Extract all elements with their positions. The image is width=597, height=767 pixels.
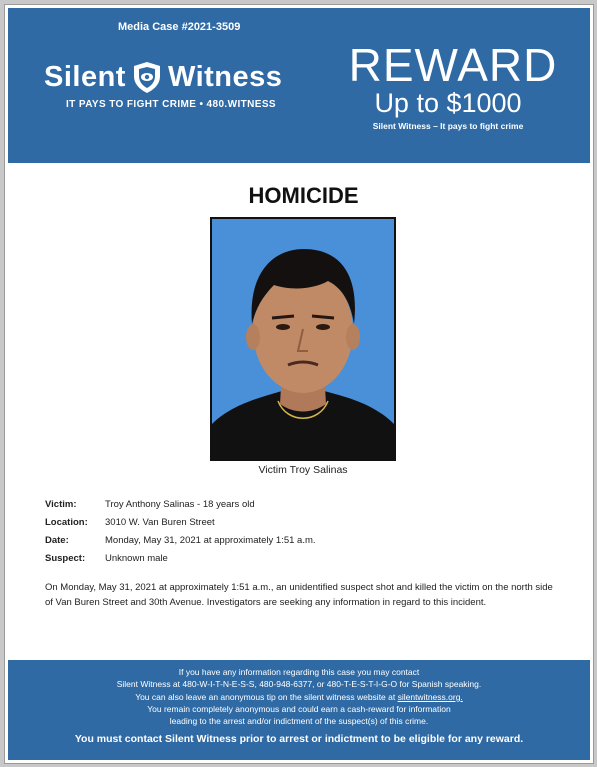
flyer-sheet	[4, 4, 594, 764]
footer-line-5: leading to the arrest and/or indictment of the suspect(s) of this crime.	[169, 716, 429, 727]
media-case-number: Media Case #2021-3509	[118, 21, 241, 33]
photo-caption: Victim Troy Salinas	[258, 464, 348, 476]
detail-row-suspect	[45, 549, 316, 567]
detail-row-location	[45, 513, 316, 531]
shield-eye-icon	[132, 60, 162, 94]
victim-value: Troy Anthony Salinas - 18 years old	[105, 498, 255, 510]
detail-row-date	[45, 531, 316, 549]
detail-row-victim	[45, 495, 316, 513]
location-label: Location:	[45, 516, 88, 528]
case-narrative: On Monday, May 31, 2021 at approximately 1:51 a.m., an unidentified suspect shot and killed the victim on the north side of Van Buren Street and 30th Avenue. Investigators are seeking any information in regard to this incident.	[45, 582, 553, 608]
suspect-value: Unknown male	[105, 552, 168, 564]
date-value: Monday, May 31, 2021 at approximately 1:51 a.m.	[105, 534, 316, 546]
header-banner	[8, 8, 590, 163]
location-value: 3010 W. Van Buren Street	[105, 516, 215, 528]
footer-line-1: If you have any information regarding this case you may contact	[178, 667, 420, 677]
case-details	[45, 495, 316, 567]
footer-line-4: You remain completely anonymous and could earn a cash-reward for information	[147, 703, 451, 714]
reward-subtitle: Silent Witness – It pays to fight crime	[372, 121, 524, 131]
silent-witness-logo	[44, 60, 282, 94]
date-label: Date:	[45, 534, 69, 546]
footer-line-3	[8, 691, 590, 703]
victim-label: Victim:	[45, 498, 77, 510]
footer-line-2: Silent Witness at 480-W-I-T-N-E-S-S, 480-948-6377, or 480-T-E-S-T-I-G-O for Spanish speaking.	[116, 679, 482, 690]
brand-word-witness: Witness	[167, 60, 283, 93]
case-type-title: HOMICIDE	[248, 183, 359, 208]
reward-heading: REWARD	[348, 39, 558, 91]
reward-eligibility-warning: You must contact Silent Witness prior to arrest or indictment to be eligible for any reward.	[74, 733, 524, 746]
footer-line-3-text: You can also leave an anonymous tip on the silent witness website at	[135, 691, 398, 702]
reward-amount: Up to $1000	[374, 88, 522, 118]
footer-banner	[8, 660, 590, 760]
suspect-label: Suspect:	[45, 552, 86, 564]
victim-photo	[210, 217, 396, 461]
brand-word-silent: Silent	[44, 60, 126, 93]
brand-tagline: IT PAYS TO FIGHT CRIME • 480.WITNESS	[66, 99, 276, 110]
website-link[interactable]: silentwitness.org.	[397, 691, 463, 702]
